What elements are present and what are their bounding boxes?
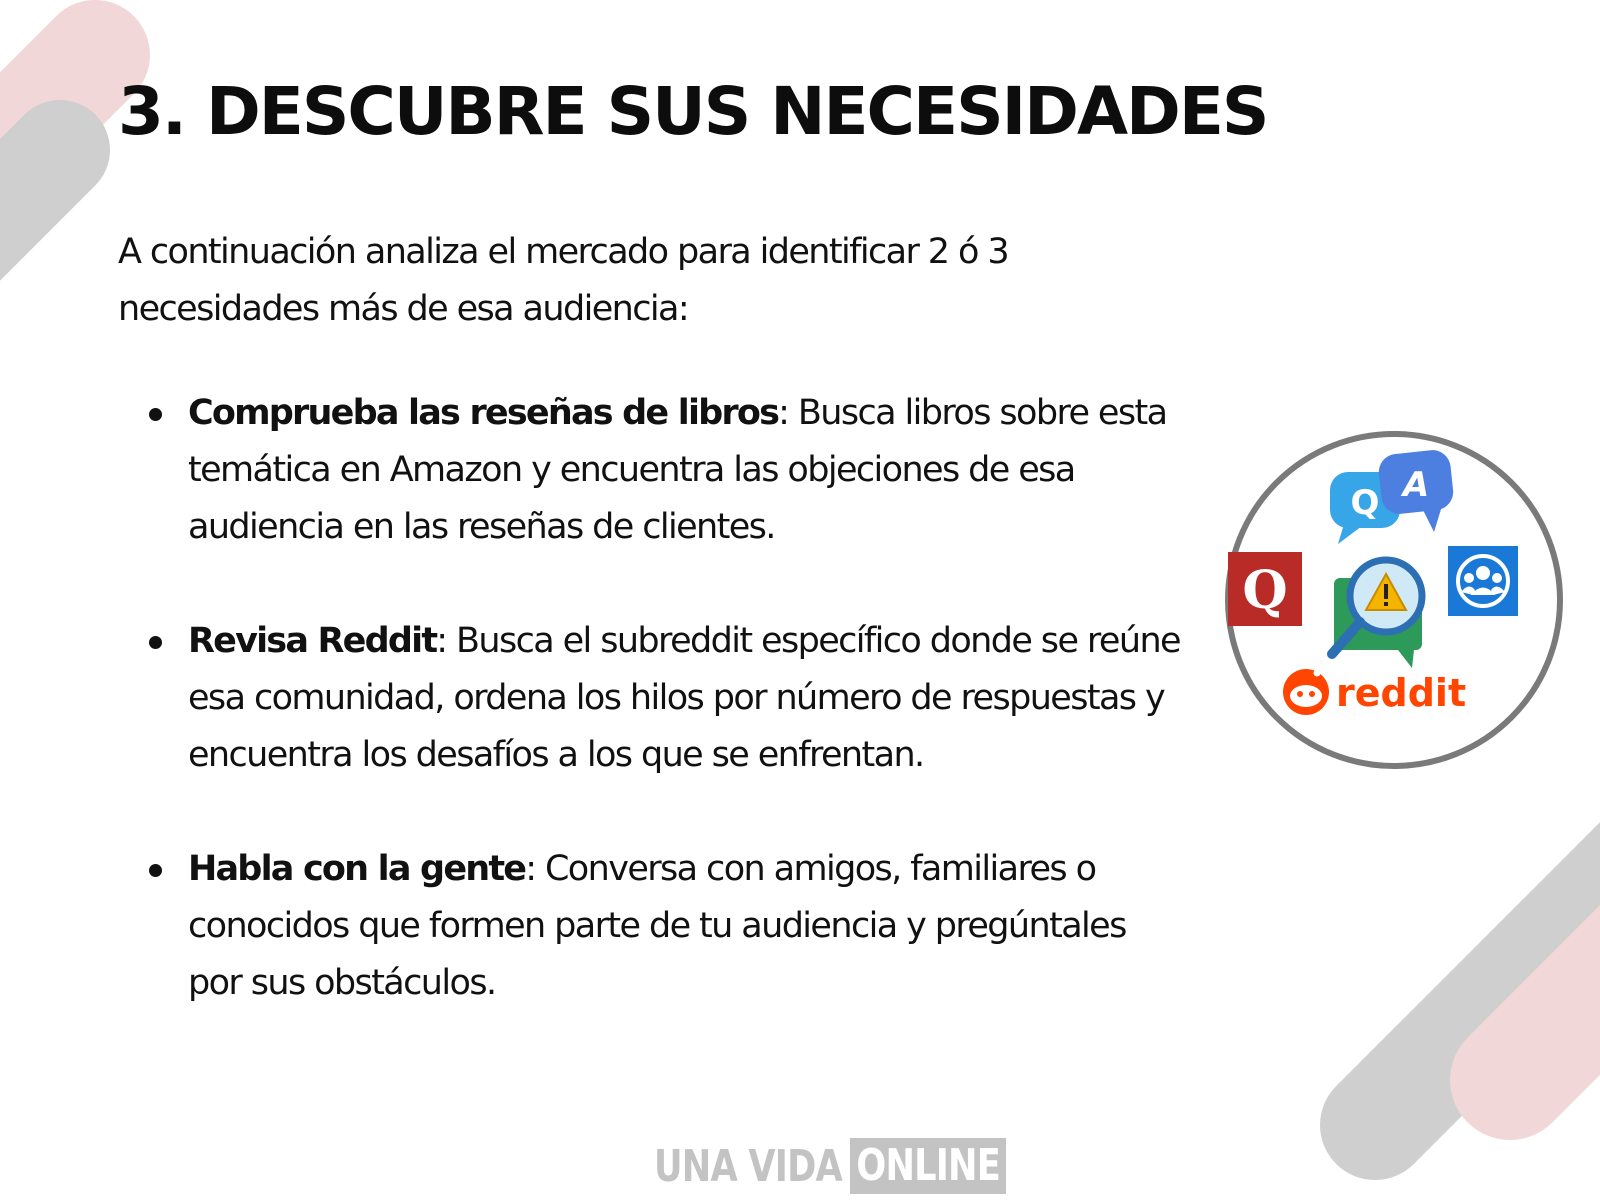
brand-logo-part1: UNA VIDA [654, 1140, 842, 1192]
bullet-dot [149, 636, 162, 649]
list-item-heading: Revisa Reddit [188, 621, 437, 661]
list-item-text: : Busca el subreddit específico donde se reúne esa comunidad, ordena los hilos por número de respuestas y encuentra los desafíos a los que se enfrentan. [188, 621, 1180, 775]
list-item [188, 613, 1188, 784]
quora-letter: Q [1242, 560, 1288, 621]
intro-paragraph: A continuación analiza el mercado para identificar 2 ó 3 necesidades más de esa audiencia: [118, 232, 1008, 329]
bullet-dot [149, 408, 162, 421]
tips-list [188, 385, 1188, 1012]
list-item-heading: Habla con la gente [188, 849, 526, 889]
reddit-logo [1283, 669, 1466, 715]
qa-q-letter: Q [1350, 483, 1380, 523]
community-research-illustration [1222, 428, 1566, 772]
list-item [188, 385, 1188, 556]
brand-logo [654, 1138, 1006, 1194]
brand-logo-part2: ONLINE [850, 1138, 1006, 1194]
list-item [188, 841, 1188, 1012]
list-item-text: : Busca libros sobre esta temática en Amazon y encuentra las objeciones de esa audiencia en las reseñas de clientes. [188, 393, 1167, 547]
qa-a-letter: A [1402, 465, 1430, 505]
group-icon [1448, 546, 1518, 616]
reddit-wordmark: reddit [1336, 671, 1467, 715]
quora-icon [1228, 552, 1302, 626]
page-title: 3. DESCUBRE SUS NECESIDADES [118, 73, 1268, 150]
list-item-text: : Conversa con amigos, familiares o conocidos que formen parte de tu audiencia y pregúntales por sus obstáculos. [188, 849, 1126, 1003]
list-item-heading: Comprueba las reseñas de libros [188, 393, 779, 433]
bullet-dot [149, 864, 162, 877]
